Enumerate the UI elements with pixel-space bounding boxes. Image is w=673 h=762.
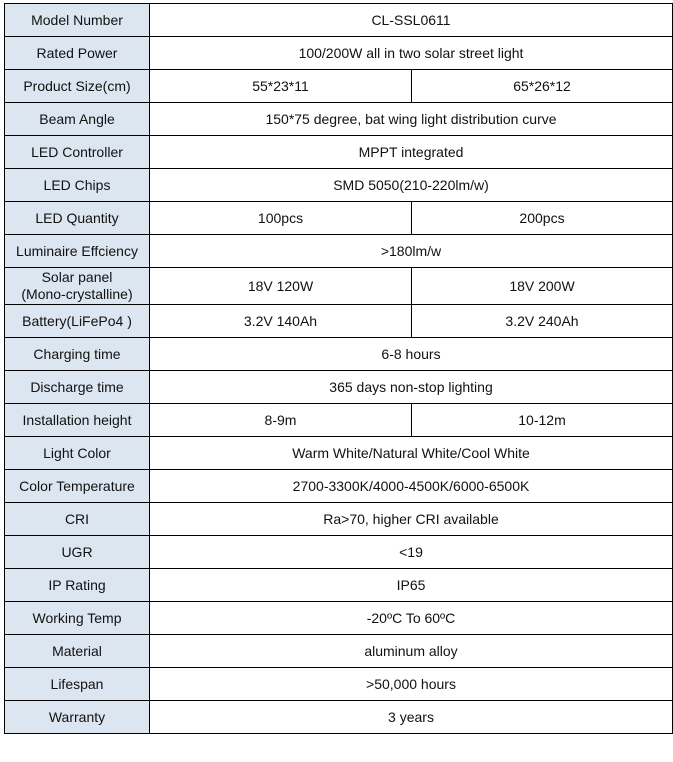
row-value-led-quantity-100w: 100pcs xyxy=(150,202,412,235)
row-value-lifespan: >50,000 hours xyxy=(150,668,673,701)
row-label-lifespan: Lifespan xyxy=(5,668,150,701)
row-label-rated-power: Rated Power xyxy=(5,37,150,70)
row-label-light-color: Light Color xyxy=(5,437,150,470)
table-row xyxy=(5,136,673,169)
table-row xyxy=(5,202,673,235)
row-value-led-chips: SMD 5050(210-220lm/w) xyxy=(150,169,673,202)
row-label-beam-angle: Beam Angle xyxy=(5,103,150,136)
row-label-solar-panel xyxy=(5,268,150,305)
row-value-ugr: <19 xyxy=(150,536,673,569)
solar-panel-label-line2: (Mono-crystalline) xyxy=(21,286,133,302)
table-row xyxy=(5,70,673,103)
table-row xyxy=(5,404,673,437)
table-row xyxy=(5,268,673,305)
row-value-solar-panel-200w: 18V 200W xyxy=(412,268,673,305)
row-label-ip-rating: IP Rating xyxy=(5,569,150,602)
row-label-luminaire-efficiency: Luminaire Effciency xyxy=(5,235,150,268)
row-label-ugr: UGR xyxy=(5,536,150,569)
table-row xyxy=(5,103,673,136)
row-value-charging-time: 6-8 hours xyxy=(150,338,673,371)
row-value-model-number: CL-SSL0611 xyxy=(150,4,673,37)
row-value-light-color: Warm White/Natural White/Cool White xyxy=(150,437,673,470)
row-label-color-temperature: Color Temperature xyxy=(5,470,150,503)
row-label-product-size: Product Size(cm) xyxy=(5,70,150,103)
row-value-installation-height-100w: 8-9m xyxy=(150,404,412,437)
spec-table xyxy=(4,3,673,734)
row-label-cri: CRI xyxy=(5,503,150,536)
row-value-warranty: 3 years xyxy=(150,701,673,734)
row-value-led-quantity-200w: 200pcs xyxy=(412,202,673,235)
row-label-model-number: Model Number xyxy=(5,4,150,37)
table-row xyxy=(5,635,673,668)
table-row xyxy=(5,305,673,338)
row-label-installation-height: Installation height xyxy=(5,404,150,437)
row-value-material: aluminum alloy xyxy=(150,635,673,668)
table-row xyxy=(5,602,673,635)
row-label-led-controller: LED Controller xyxy=(5,136,150,169)
row-value-discharge-time: 365 days non-stop lighting xyxy=(150,371,673,404)
table-row xyxy=(5,536,673,569)
row-label-charging-time: Charging time xyxy=(5,338,150,371)
row-value-luminaire-efficiency: >180lm/w xyxy=(150,235,673,268)
row-value-solar-panel-100w: 18V 120W xyxy=(150,268,412,305)
row-value-working-temp: -20ºC To 60ºC xyxy=(150,602,673,635)
row-value-battery-200w: 3.2V 240Ah xyxy=(412,305,673,338)
row-value-ip-rating: IP65 xyxy=(150,569,673,602)
row-label-led-chips: LED Chips xyxy=(5,169,150,202)
table-row xyxy=(5,701,673,734)
table-row xyxy=(5,437,673,470)
table-row xyxy=(5,4,673,37)
table-row xyxy=(5,235,673,268)
row-label-working-temp: Working Temp xyxy=(5,602,150,635)
row-value-cri: Ra>70, higher CRI available xyxy=(150,503,673,536)
row-label-warranty: Warranty xyxy=(5,701,150,734)
table-row xyxy=(5,668,673,701)
table-row xyxy=(5,169,673,202)
row-value-installation-height-200w: 10-12m xyxy=(412,404,673,437)
row-label-battery: Battery(LiFePo4 ) xyxy=(5,305,150,338)
row-value-product-size-100w: 55*23*11 xyxy=(150,70,412,103)
table-row xyxy=(5,371,673,404)
row-value-rated-power: 100/200W all in two solar street light xyxy=(150,37,673,70)
row-label-led-quantity: LED Quantity xyxy=(5,202,150,235)
table-row xyxy=(5,37,673,70)
table-row xyxy=(5,569,673,602)
row-label-discharge-time: Discharge time xyxy=(5,371,150,404)
table-row xyxy=(5,338,673,371)
table-row xyxy=(5,503,673,536)
row-value-color-temperature: 2700-3300K/4000-4500K/6000-6500K xyxy=(150,470,673,503)
table-row xyxy=(5,470,673,503)
row-value-product-size-200w: 65*26*12 xyxy=(412,70,673,103)
row-value-led-controller: MPPT integrated xyxy=(150,136,673,169)
row-label-material: Material xyxy=(5,635,150,668)
row-value-battery-100w: 3.2V 140Ah xyxy=(150,305,412,338)
solar-panel-label-line1: Solar panel xyxy=(41,269,113,285)
row-value-beam-angle: 150*75 degree, bat wing light distribution curve xyxy=(150,103,673,136)
